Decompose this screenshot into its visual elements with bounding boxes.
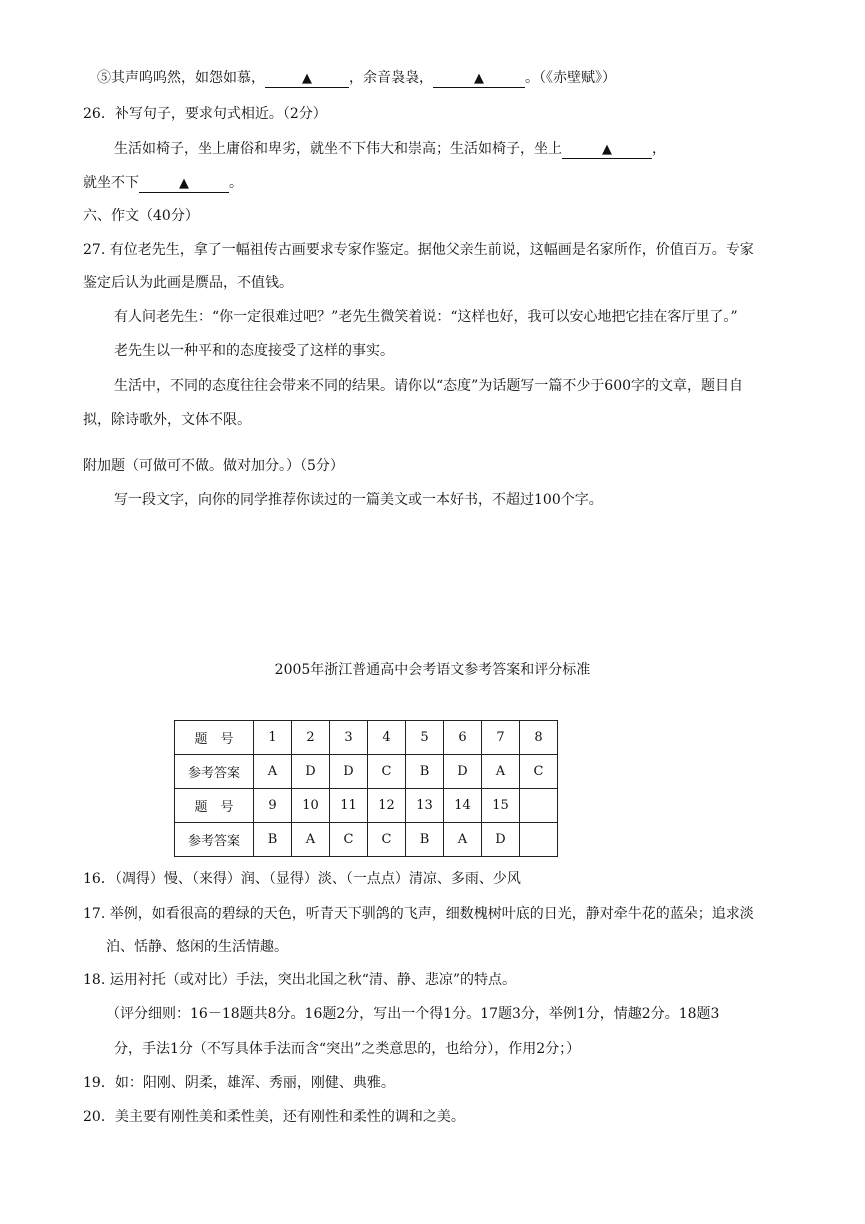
table-cell: A <box>482 755 520 789</box>
table-cell: B <box>406 755 444 789</box>
section6-heading: 六、作文（40分） <box>83 208 199 224</box>
q25-item5-line: ⑤其声呜呜然，如怨如慕， ▲ ，余音袅袅， ▲ 。（《赤壁赋》） <box>97 70 616 86</box>
bonus-text: 写一段文字，向你的同学推荐你读过的一篇美文或一本好书，不超过100个字。 <box>114 492 603 508</box>
table-cell: C <box>520 755 558 789</box>
table-row <box>175 721 558 755</box>
q27-line2: 鉴定后认为此画是赝品，不值钱。 <box>83 275 293 291</box>
table-cell: 2 <box>292 721 330 755</box>
table-cell: 14 <box>444 789 482 823</box>
table-cell <box>520 789 558 823</box>
answer-blank <box>433 70 525 88</box>
table-cell: A <box>254 755 292 789</box>
q27-line1: 27. 有位老先生，拿了一幅祖传古画要求专家作鉴定。据他父亲生前说，这幅画是名家所作，价值百万。专家 <box>83 242 754 258</box>
answer-blank <box>265 70 349 88</box>
table-cell: 9 <box>254 789 292 823</box>
grading-note-line1: （评分细则：16－18题共8分。16题2分，写出一个得1分。17题3分，举例1分，情趣2分。18题3 <box>106 1006 720 1022</box>
table-cell <box>520 823 558 857</box>
answer-blank <box>562 141 652 159</box>
table-cell: 12 <box>368 789 406 823</box>
answer-17-line2: 泊、恬静、悠闲的生活情趣。 <box>106 939 288 955</box>
q27-line4: 老先生以一种平和的态度接受了这样的事实。 <box>114 343 394 359</box>
row-label-answer: 参考答案 <box>175 823 254 857</box>
table-row <box>175 823 558 857</box>
q26-heading: 26．补写句子，要求句式相近。（2分） <box>83 106 327 122</box>
answer-20: 20．美主要有刚性美和柔性美，还有刚性和柔性的调和之美。 <box>83 1109 465 1125</box>
table-cell: 5 <box>406 721 444 755</box>
table-cell: B <box>254 823 292 857</box>
table-row <box>175 755 558 789</box>
table-cell: 6 <box>444 721 482 755</box>
table-cell: D <box>444 755 482 789</box>
bonus-heading: 附加题（可做可不做。做对加分。）（5分） <box>83 458 344 474</box>
q26-line2: 就坐不下 ▲ 。 <box>83 175 243 191</box>
triangle-marker-icon: ▲ <box>602 142 612 157</box>
triangle-marker-icon: ▲ <box>302 71 312 86</box>
table-cell: D <box>292 755 330 789</box>
table-cell: 13 <box>406 789 444 823</box>
table-cell: 10 <box>292 789 330 823</box>
row-label-number: 题 号 <box>175 789 254 823</box>
answer-blank <box>139 175 229 193</box>
table-cell: C <box>330 823 368 857</box>
table-cell: 7 <box>482 721 520 755</box>
answers-title: 2005年浙江普通高中会考语文参考答案和评分标准 <box>274 662 591 678</box>
answer-16: 16．（凋得）慢、（来得）润、（显得）淡、（一点点）清凉、多雨、少风 <box>83 871 521 887</box>
table-cell: C <box>368 823 406 857</box>
answer-19: 19．如：阳刚、阴柔，雄浑、秀丽，刚健、典雅。 <box>83 1075 395 1091</box>
table-cell: 4 <box>368 721 406 755</box>
table-cell: A <box>292 823 330 857</box>
grading-note-line2: 分，手法1分（不写具体手法而含“突出”之类意思的，也给分），作用2分；） <box>114 1041 581 1057</box>
q27-line6: 拟，除诗歌外，文体不限。 <box>83 412 251 428</box>
table-cell: D <box>330 755 368 789</box>
q26-line1: 生活如椅子，坐上庸俗和卑劣，就坐不下伟大和崇高；生活如椅子，坐上 ▲ ， <box>114 141 666 157</box>
table-cell: D <box>482 823 520 857</box>
table-cell: 15 <box>482 789 520 823</box>
answer-18: 18. 运用衬托（或对比）手法，突出北国之秋“清、静、悲凉”的特点。 <box>83 972 517 988</box>
q27-line3: 有人问老先生：“你一定很难过吧？”老先生微笑着说：“这样也好，我可以安心地把它挂在客厅里了。” <box>114 309 738 325</box>
triangle-marker-icon: ▲ <box>179 176 189 191</box>
table-cell: 3 <box>330 721 368 755</box>
answer-table <box>174 720 558 857</box>
answer-17-line1: 17. 举例，如看很高的碧绿的天色，听青天下驯鸽的飞声，细数槐树叶底的日光，静对牵牛花的蓝朵；追求淡 <box>83 906 754 922</box>
table-cell: B <box>406 823 444 857</box>
triangle-marker-icon: ▲ <box>474 71 484 86</box>
q27-line5: 生活中，不同的态度往往会带来不同的结果。请你以“态度”为话题写一篇不少于600字的文章，题目自 <box>114 378 744 394</box>
row-label-answer: 参考答案 <box>175 755 254 789</box>
table-cell: 11 <box>330 789 368 823</box>
table-cell: 8 <box>520 721 558 755</box>
table-cell: C <box>368 755 406 789</box>
table-cell: A <box>444 823 482 857</box>
table-row <box>175 789 558 823</box>
table-cell: 1 <box>254 721 292 755</box>
row-label-number: 题 号 <box>175 721 254 755</box>
